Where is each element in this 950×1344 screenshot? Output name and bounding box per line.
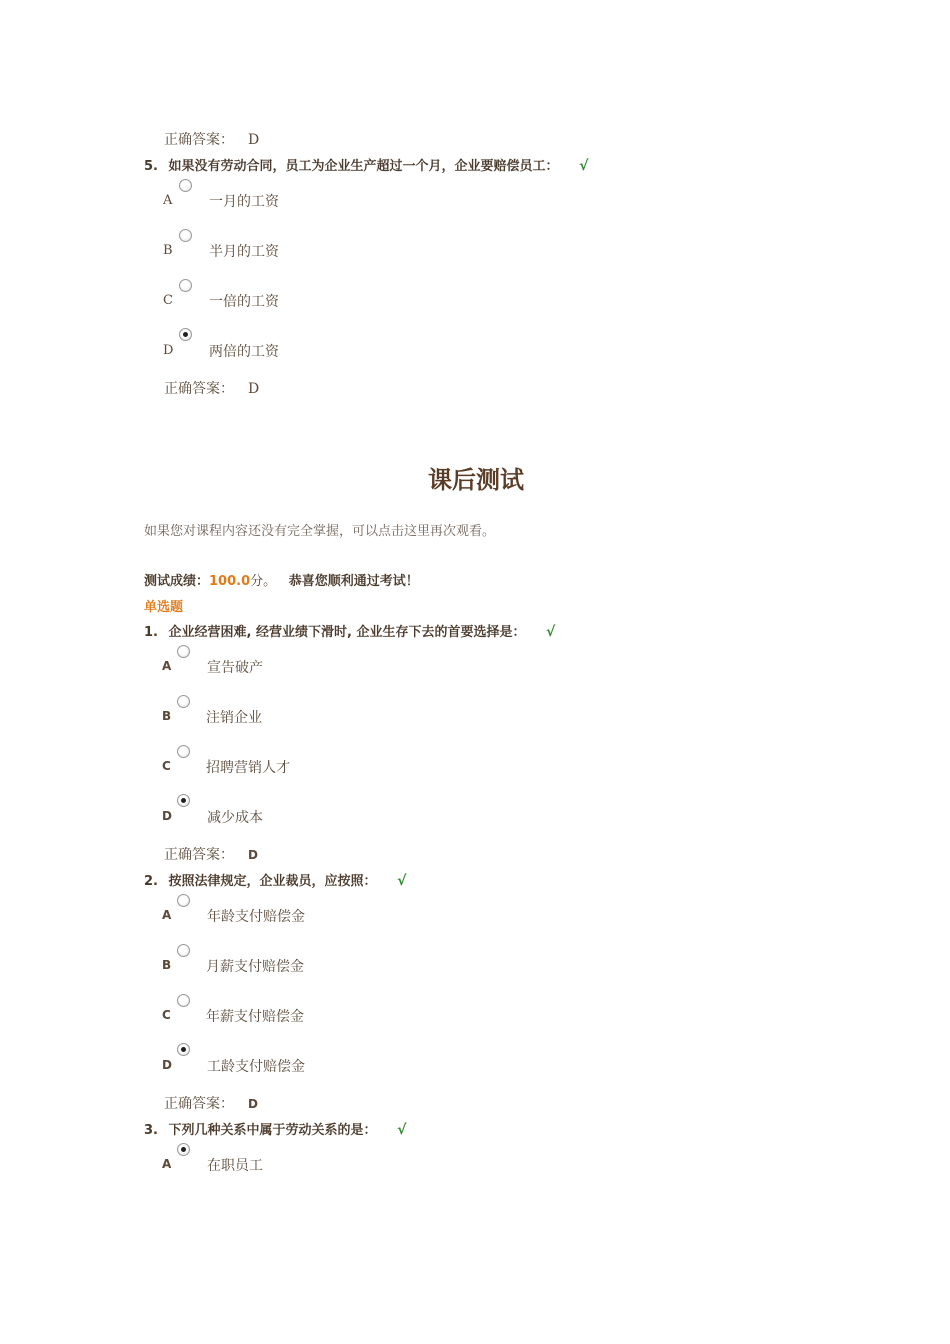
option-c-text: 招聘营销人才 (206, 760, 290, 776)
option-c-radio[interactable] (177, 745, 190, 758)
option-d-text: 工龄支付赔偿金 (207, 1059, 305, 1075)
score-label: 测试成绩： (144, 574, 210, 589)
option-d-text: 两倍的工资 (209, 344, 279, 360)
score-value: 100.0 (209, 574, 251, 589)
option-c-radio[interactable] (179, 279, 192, 292)
question-3 (144, 1119, 406, 1138)
option-c-text: 年薪支付赔偿金 (206, 1009, 304, 1025)
option-c-letter: C (163, 293, 173, 308)
correct-answer (164, 378, 259, 398)
question-text: 如果没有劳动合同，员工为企业生产超过一个月，企业要赔偿员工： (168, 159, 559, 174)
answer-label: 正确答案： (164, 132, 234, 148)
option-b-letter: B (163, 243, 173, 258)
option-a-text: 宣告破产 (207, 660, 263, 676)
option-d-letter: D (162, 1058, 172, 1072)
answer-label: 正确答案： (164, 1096, 234, 1112)
option-a-radio[interactable] (177, 645, 190, 658)
correct-answer (164, 844, 258, 864)
option-a-letter: A (162, 908, 172, 922)
option-a-text: 一月的工资 (209, 194, 279, 210)
question-text: 企业经营困难, 经营业绩下滑时, 企业生存下去的首要选择是： (168, 625, 526, 640)
question-number: 3. (144, 1123, 158, 1138)
correct-check-icon: √ (397, 873, 407, 889)
option-b-letter: B (162, 958, 172, 972)
correct-answer (164, 1093, 258, 1113)
option-c-letter: C (162, 759, 171, 773)
option-b-letter: B (162, 709, 172, 723)
score-unit: 分。 (250, 574, 277, 589)
option-b-radio[interactable] (179, 229, 192, 242)
option-a-radio[interactable] (177, 1143, 190, 1156)
answer-label: 正确答案： (164, 381, 234, 397)
option-a-letter: A (162, 659, 172, 673)
option-a-radio[interactable] (179, 179, 192, 192)
option-b-radio[interactable] (177, 695, 190, 708)
option-b-text: 注销企业 (206, 710, 262, 726)
score-line (144, 570, 419, 589)
option-b-text: 半月的工资 (209, 244, 279, 260)
question-2 (144, 870, 406, 889)
rewatch-hint-link[interactable]: 如果您对课程内容还没有完全掌握，可以点击这里再次观看。 (144, 524, 496, 539)
answer-label: 正确答案： (164, 847, 234, 863)
question-5 (144, 155, 588, 174)
answer-value: D (248, 132, 260, 148)
option-d-radio[interactable] (179, 328, 192, 341)
option-d-letter: D (163, 343, 174, 358)
option-a-letter: A (162, 1157, 172, 1171)
correct-answer (164, 129, 259, 149)
option-a-text: 年龄支付赔偿金 (207, 909, 305, 925)
option-a-radio[interactable] (177, 894, 190, 907)
question-number: 1. (144, 625, 158, 640)
question-number: 2. (144, 874, 158, 889)
option-d-text: 减少成本 (207, 810, 263, 826)
question-text: 下列几种关系中属于劳动关系的是： (168, 1123, 377, 1138)
page-title: 课后测试 (428, 465, 524, 494)
option-d-radio[interactable] (177, 1043, 190, 1056)
question-1 (144, 621, 555, 640)
option-a-letter: A (163, 193, 173, 208)
option-d-radio[interactable] (177, 794, 190, 807)
option-c-text: 一倍的工资 (209, 294, 279, 310)
option-b-text: 月薪支付赔偿金 (206, 959, 304, 975)
answer-value: D (248, 848, 258, 862)
question-text: 按照法律规定，企业裁员，应按照： (168, 874, 377, 889)
answer-value: D (248, 381, 260, 397)
option-b-radio[interactable] (177, 944, 190, 957)
question-number: 5. (144, 159, 158, 174)
pass-message: 恭喜您顺利通过考试！ (288, 574, 419, 589)
correct-check-icon: √ (579, 158, 589, 174)
correct-check-icon: √ (545, 624, 556, 640)
option-d-letter: D (162, 809, 172, 823)
option-a-text: 在职员工 (207, 1158, 263, 1174)
option-c-letter: C (162, 1008, 171, 1022)
option-c-radio[interactable] (177, 994, 190, 1007)
answer-value: D (248, 1097, 258, 1111)
section-heading: 单选题 (144, 600, 184, 615)
correct-check-icon: √ (397, 1122, 407, 1138)
